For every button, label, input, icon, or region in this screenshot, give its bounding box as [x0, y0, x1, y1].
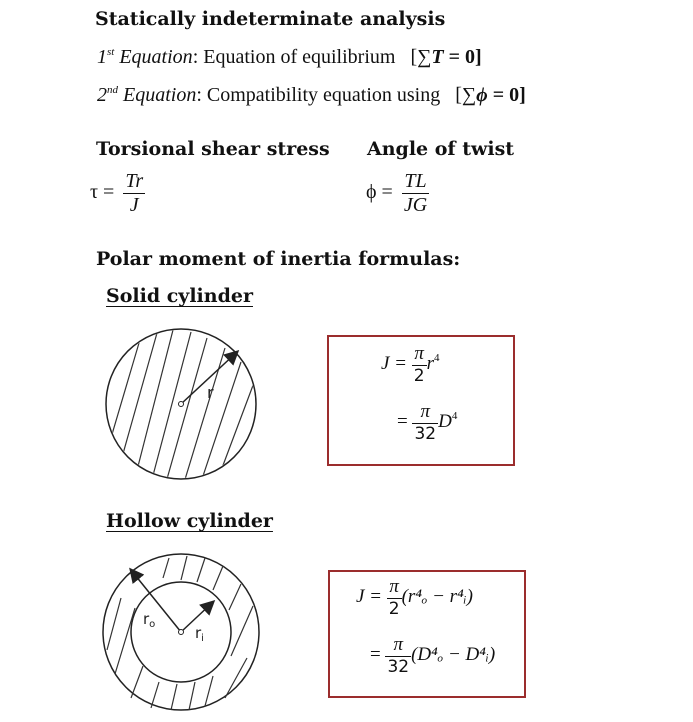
torsion-numerator: Tr: [125, 170, 144, 192]
center-point: [179, 630, 184, 635]
eq1-text: : Equation of equilibrium: [192, 46, 396, 68]
solid-cylinder-title: Solid cylinder: [106, 285, 253, 307]
torsion-formula: [90, 170, 145, 217]
hollow-cylinder-title: Hollow cylinder: [106, 510, 273, 532]
hollow-formula-box: [328, 570, 526, 698]
solid-formula-1: J = $\frac{\pi}{2}$ $r^4$: [381, 343, 440, 386]
twist-denominator: JG: [403, 194, 428, 216]
solid-formula-box: [327, 335, 515, 466]
page-heading: Statically indeterminate analysis: [95, 8, 446, 30]
twist-title: Angle of twist: [367, 138, 515, 160]
hatching: [105, 330, 255, 486]
eq1-ordinal: 1st: [97, 46, 115, 68]
eq1-label: Equation: [119, 46, 193, 68]
eq2-formula: [∑ϕ = 0]: [455, 84, 526, 106]
eq2-ordinal: 2nd: [97, 84, 118, 106]
inner-radius-label: $r_i$: [195, 624, 204, 644]
radius-label: r: [207, 383, 214, 402]
torsion-denominator: J: [129, 194, 139, 216]
twist-numerator: TL: [404, 170, 427, 192]
torsion-lhs: τ =: [90, 181, 115, 204]
solid-cylinder-diagram: [95, 318, 275, 493]
center-point: [179, 402, 184, 407]
equation-2-line: [97, 84, 526, 107]
twist-lhs: ϕ =: [366, 181, 393, 204]
eq2-text: : Compatibility equation using: [196, 84, 441, 106]
outer-radius-arrow: [131, 570, 181, 632]
solid-formula-2: = $\frac{\pi}{32}$ $D^4$: [397, 401, 458, 444]
hollow-formula-2: = $\frac{\pi}{32}$ (D⁴ₒ − D⁴ᵢ): [370, 634, 496, 677]
outer-radius-label: $r_o$: [143, 610, 156, 630]
torsion-title: Torsional shear stress: [96, 138, 330, 160]
hollow-formula-1: J = $\frac{\pi}{2}$ (r⁴ₒ − r⁴ᵢ): [356, 576, 474, 619]
eq1-formula: [∑T = 0]: [410, 46, 482, 68]
equation-1-line: [97, 46, 482, 69]
twist-formula: [366, 170, 429, 217]
polar-heading: Polar moment of inertia formulas:: [96, 248, 461, 270]
hollow-cylinder-diagram: [95, 548, 275, 718]
eq2-label: Equation: [123, 84, 197, 106]
